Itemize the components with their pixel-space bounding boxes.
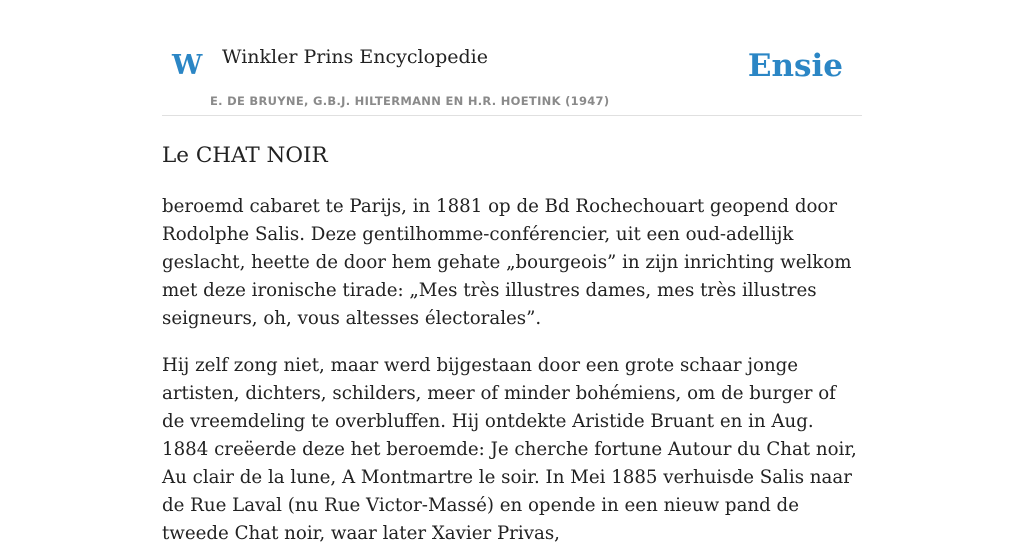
- entry-title: Le CHAT NOIR: [162, 143, 328, 168]
- winkler-prins-logo[interactable]: W: [172, 50, 203, 81]
- source-header: [162, 0, 862, 116]
- source-title[interactable]: Winkler Prins Encyclopedie: [222, 46, 488, 68]
- source-authors: E. DE BRUYNE, G.B.J. HILTERMANN EN H.R. HOETINK (1947): [210, 94, 610, 108]
- article-page: [162, 0, 862, 544]
- entry-paragraph-1: beroemd cabaret te Parijs, in 1881 op de Bd Rochechouart geopend door Rodolphe Salis. Deze gentilhomme-conférencier, uit een oud-adellijk geslacht, heette de door hem gehate „bourgeois” in zijn inrichting welkom met deze ironische tirade: „Mes très illustres dames, mes très illustres seigneurs, oh, vous altesses électorales”.: [162, 195, 852, 329]
- ensie-logo[interactable]: Ensie: [747, 48, 843, 84]
- entry-paragraph-2: Hij zelf zong niet, maar werd bijgestaan door een grote schaar jonge artisten, dichters, schilders, meer of minder bohémiens, om de burger of de vreemdeling te overbluffen. Hij ontdekte Aristide Bruant en in Aug. 1884 creëerde deze het beroemde: Je cherche fortune Autour du Chat noir, Au clair de la lune, A Montmartre le soir. In Mei 1885 verhuisde Salis naar de Rue Laval (nu Rue Victor-Massé) en opende in een nieuw pand de tweede Chat noir, waar later Xavier Privas,: [162, 354, 857, 544]
